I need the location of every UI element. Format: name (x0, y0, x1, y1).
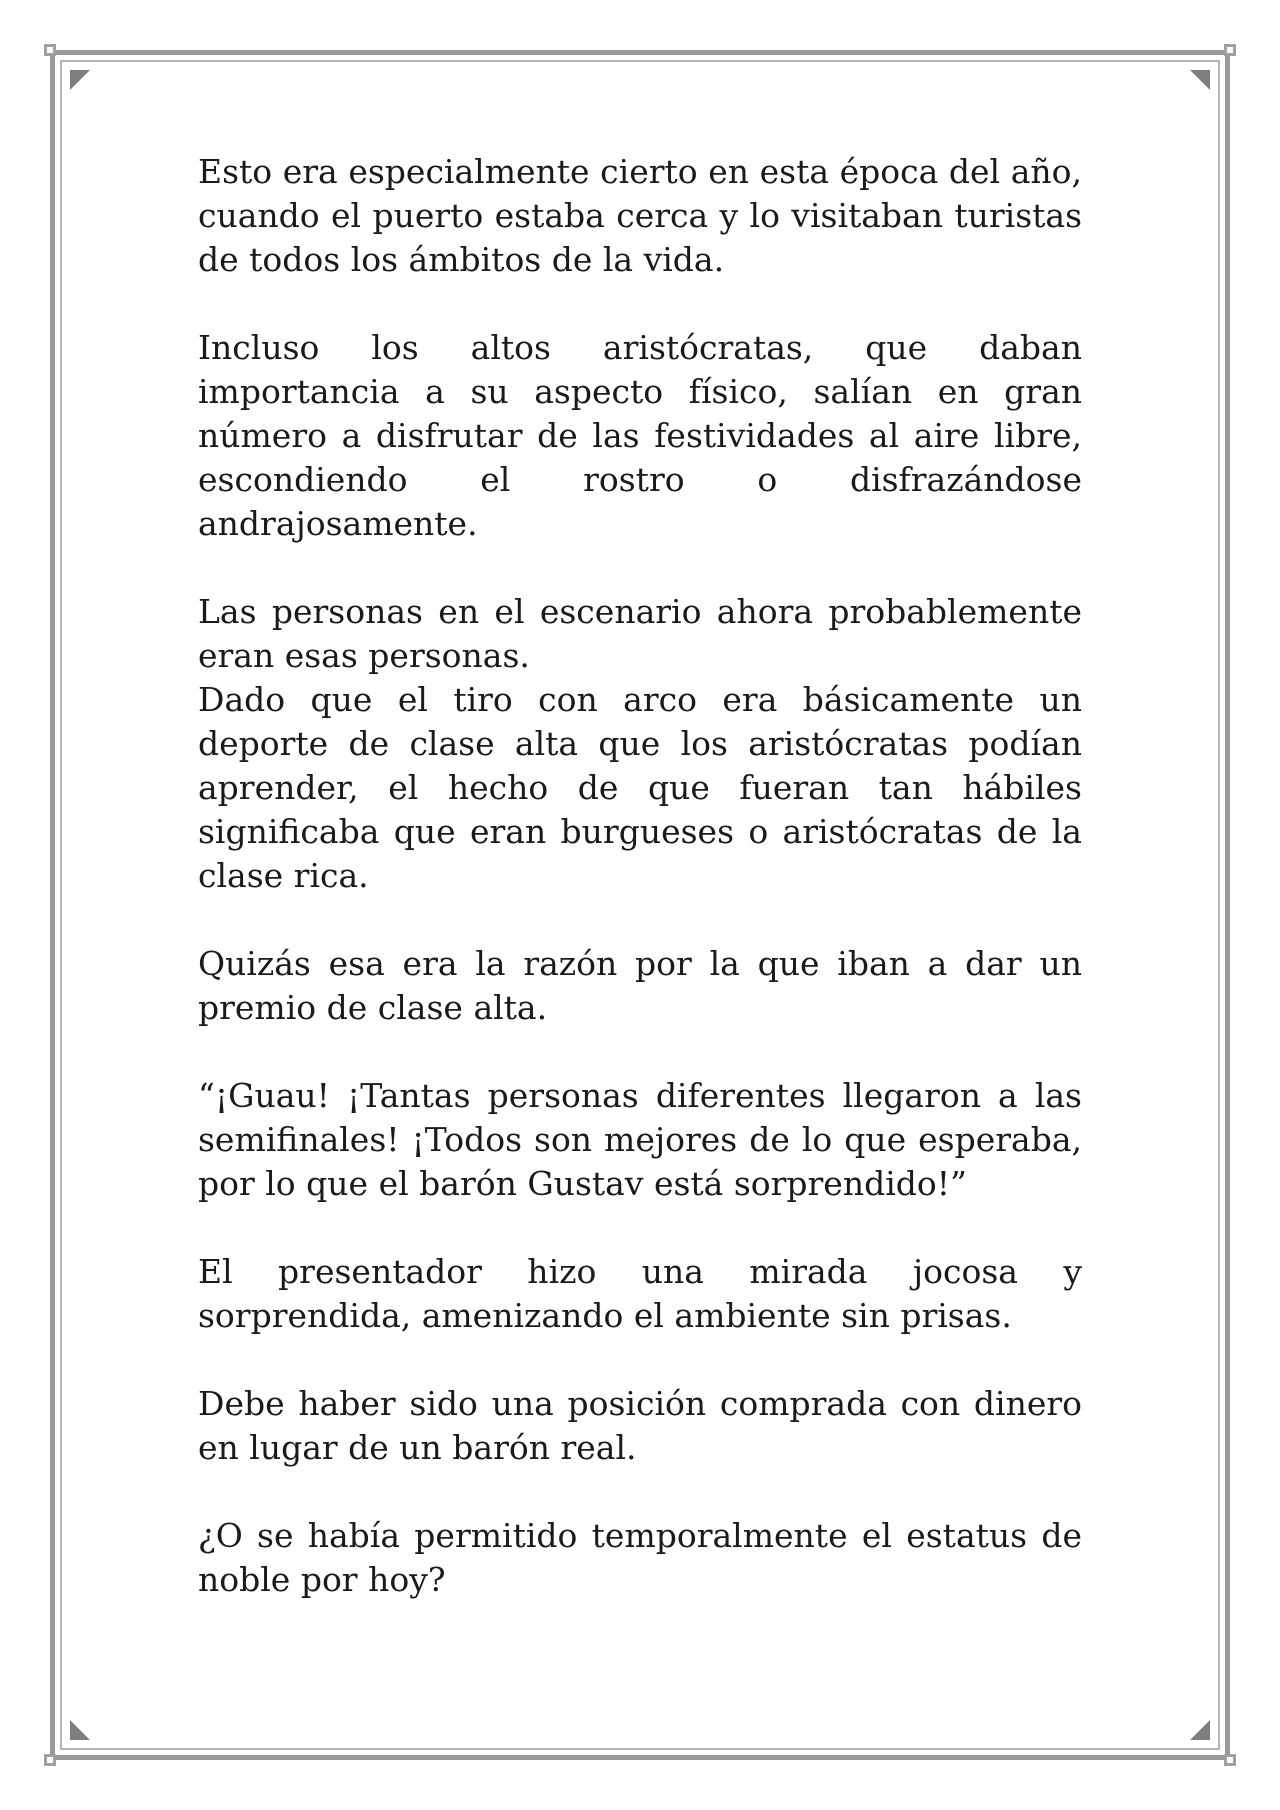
paragraph: Dado que el tiro con arco era básicamente un deporte de clase alta que los aristócratas podían aprender, el hecho de que fueran tan hábiles significaba que eran burgueses o aristócratas de la clase rica. (198, 680, 1082, 895)
corner-ornament-top-right (1224, 44, 1236, 56)
paragraph: Incluso los altos aristócratas, que daban importancia a su aspecto físico, salían en gran número a disfrutar de las festividades al aire libre, escondiendo el rostro o disfrazándose andrajosamente. (198, 328, 1082, 543)
corner-triangle-top-left (70, 70, 90, 90)
paragraph: Esto era especialmente cierto en esta época del año, cuando el puerto estaba cerca y lo visitaban turistas de todos los ámbitos de la vida. (198, 152, 1082, 279)
corner-ornament-bottom-right (1224, 1754, 1236, 1766)
corner-triangle-bottom-left (70, 1720, 90, 1740)
paragraph: Las personas en el escenario ahora probablemente eran esas personas. (198, 592, 1082, 675)
paragraph: Debe haber sido una posición comprada con dinero en lugar de un barón real. (198, 1384, 1082, 1467)
corner-triangle-bottom-right (1190, 1720, 1210, 1740)
corner-triangle-top-right (1190, 70, 1210, 90)
corner-ornament-top-left (44, 44, 56, 56)
paragraph: El presentador hizo una mirada jocosa y sorprendida, amenizando el ambiente sin prisas. (198, 1252, 1082, 1335)
paragraph: Quizás esa era la razón por la que iban a dar un premio de clase alta. (198, 944, 1082, 1027)
paragraph: ¿O se había permitido temporalmente el estatus de noble por hoy? (198, 1516, 1082, 1599)
paragraph: “¡Guau! ¡Tantas personas diferentes llegaron a las semifinales! ¡Todos son mejores de lo que esperaba, por lo que el barón Gustav está sorprendido!” (198, 1076, 1082, 1203)
corner-ornament-bottom-left (44, 1754, 56, 1766)
document-body (198, 150, 1082, 1646)
